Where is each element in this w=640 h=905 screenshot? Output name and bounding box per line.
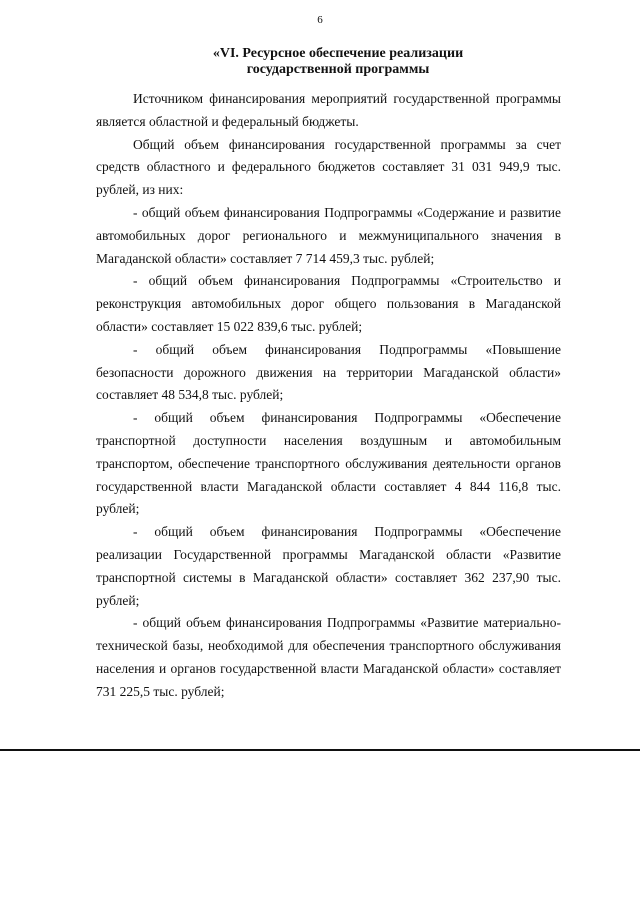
paragraph-subprogram-roads-construction: - общий объем финансирования Подпрограммы «Строительство и реконструкция автомобильных дорог общего пользования в Магаданской области» составляет 15 022 839,6 тыс. рублей; [96, 273, 561, 334]
paragraph-total-funding: Общий объем финансирования государственной программы за счет средств областного и федерального бюджетов составляет 31 031 949,9 тыс. рублей, из них: [96, 136, 561, 198]
paragraph-subprogram-road-safety: - общий объем финансирования Подпрограммы «Повышение безопасности дорожного движения на территории Магаданской области» составляет 48 534,8 тыс. рублей; [96, 341, 561, 403]
section-heading [150, 46, 526, 78]
document-body [96, 88, 561, 704]
paragraph-funding-sources: Источником финансирования мероприятий государственной программы является областной и федеральный бюджеты. [96, 91, 561, 129]
paragraph-subprogram-program-implementation: - общий объем финансирования Подпрограммы «Обеспечение реализации Государственной программы Магаданской области «Развитие транспортной системы в Магаданской области» составляет 362 237,90 тыс. рублей; [96, 524, 561, 608]
page-bottom-rule [0, 749, 640, 751]
section-heading-line-2: государственной программы [246, 62, 430, 77]
paragraph-subprogram-material-base: - общий объем финансирования Подпрограммы «Развитие материально-технической базы, необходимой для обеспечения транспортного обслуживания населения и органов государственной власти Магаданской области» составляет 731 225,5 тыс. рублей; [96, 615, 561, 699]
paragraph-subprogram-transport-accessibility: - общий объем финансирования Подпрограммы «Обеспечение транспортной доступности населения воздушным и автомобильным транспортом, обеспечение транспортного обслуживания деятельности органов государственной власти Магаданской области составляет 4 844 116,8 тыс. рублей; [96, 410, 561, 517]
section-heading-line-1: «VI. Ресурсное обеспечение реализации [212, 46, 464, 61]
paragraph-subprogram-roads-maintenance: - общий объем финансирования Подпрограммы «Содержание и развитие автомобильных дорог регионального и межмуниципального значения в Магаданской области» составляет 7 714 459,3 тыс. рублей; [96, 204, 561, 266]
page-number: 6 [317, 14, 323, 26]
